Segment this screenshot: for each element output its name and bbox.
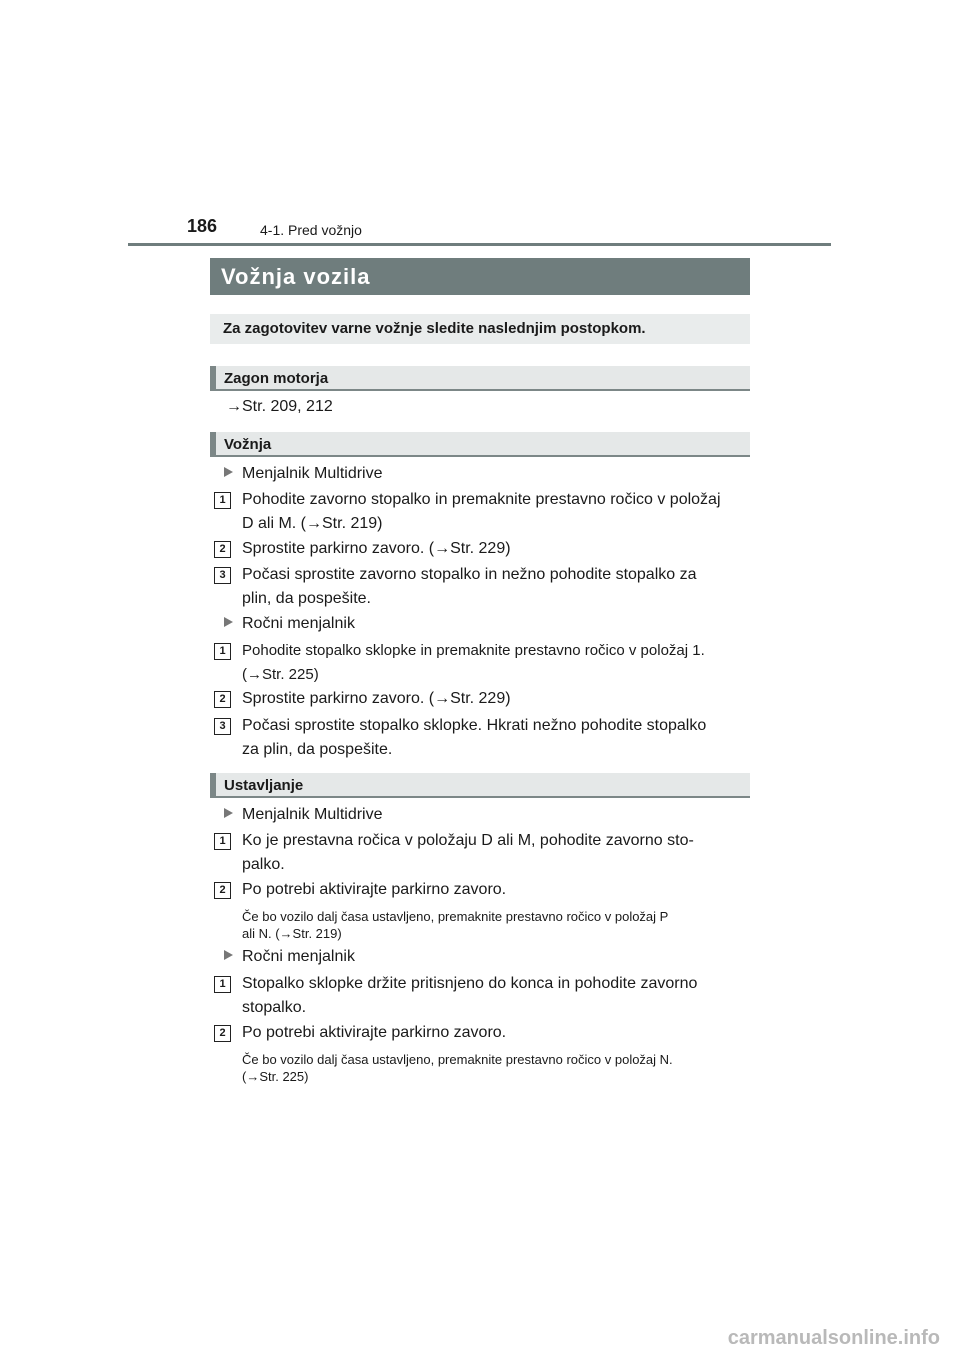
step-number-badge: 2	[214, 691, 231, 708]
step-number-badge: 1	[214, 833, 231, 850]
section-label: 4-1. Pred vožnjo	[260, 222, 362, 238]
step-number-badge: 3	[214, 718, 231, 735]
triangle-bullet-icon	[224, 950, 233, 960]
bullet-label: Menjalnik Multidrive	[242, 465, 383, 482]
step-text: Ko je prestavna ročica v položaju D ali M, pohodite zavorno sto- palko.	[242, 832, 694, 873]
starting-reference: →Str. 209, 212	[226, 398, 333, 415]
heading-stopping: Ustavljanje	[210, 773, 750, 798]
step-number-badge: 2	[214, 541, 231, 558]
bullet-manual	[224, 612, 355, 636]
triangle-bullet-icon	[224, 467, 233, 477]
step-text: Počasi sprostite stopalko sklopke. Hkrati nežno pohodite stopalko za plin, da pospešite.	[242, 717, 707, 758]
step-number-badge: 3	[214, 567, 231, 584]
bullet-multidrive	[224, 462, 383, 486]
note-text: Če bo vozilo dalj časa ustavljeno, premaknite prestavno ročico v položaj P ali N. (→Str. 219)	[242, 909, 669, 941]
step-text: Sprostite parkirno zavoro. (→Str. 229)	[242, 540, 511, 557]
watermark: carmanualsonline.info	[727, 1327, 940, 1349]
header-rule	[128, 243, 831, 246]
step-text: Po potrebi aktivirajte parkirno zavoro.	[242, 1024, 507, 1041]
bullet-label: Menjalnik Multidrive	[242, 806, 383, 823]
step-number-badge: 1	[214, 976, 231, 993]
intro-text: Za zagotovitev varne vožnje sledite naslednjim postopkom.	[210, 314, 750, 344]
step-number-badge: 2	[214, 1025, 231, 1042]
step-number-badge: 1	[214, 643, 231, 660]
page-title: Vožnja vozila	[210, 258, 750, 295]
bullet-manual	[224, 945, 355, 969]
heading-starting-engine: Zagon motorja	[210, 366, 750, 391]
step-number-badge: 2	[214, 882, 231, 899]
triangle-bullet-icon	[224, 617, 233, 627]
step-text: Pohodite zavorno stopalko in premaknite prestavno ročico v položaj D ali M. (→Str. 219)	[242, 491, 721, 532]
triangle-bullet-icon	[224, 808, 233, 818]
step-text: Pohodite stopalko sklopke in premaknite prestavno ročico v položaj 1. (→Str. 225)	[242, 642, 705, 683]
step-text: Počasi sprostite zavorno stopalko in nežno pohodite stopalko za plin, da pospešite.	[242, 566, 697, 607]
step-number-badge: 1	[214, 492, 231, 509]
step-text: Po potrebi aktivirajte parkirno zavoro.	[242, 881, 507, 898]
page-number: 186	[187, 216, 218, 236]
step-text: Sprostite parkirno zavoro. (→Str. 229)	[242, 690, 511, 707]
bullet-label: Ročni menjalnik	[242, 615, 355, 632]
step-text: Stopalko sklopke držite pritisnjeno do konca in pohodite zavorno stopalko.	[242, 975, 698, 1016]
note-text: Če bo vozilo dalj časa ustavljeno, premaknite prestavno ročico v položaj N. (→Str. 225)	[242, 1052, 673, 1084]
heading-driving: Vožnja	[210, 432, 750, 457]
bullet-multidrive	[224, 803, 383, 827]
bullet-label: Ročni menjalnik	[242, 948, 355, 965]
